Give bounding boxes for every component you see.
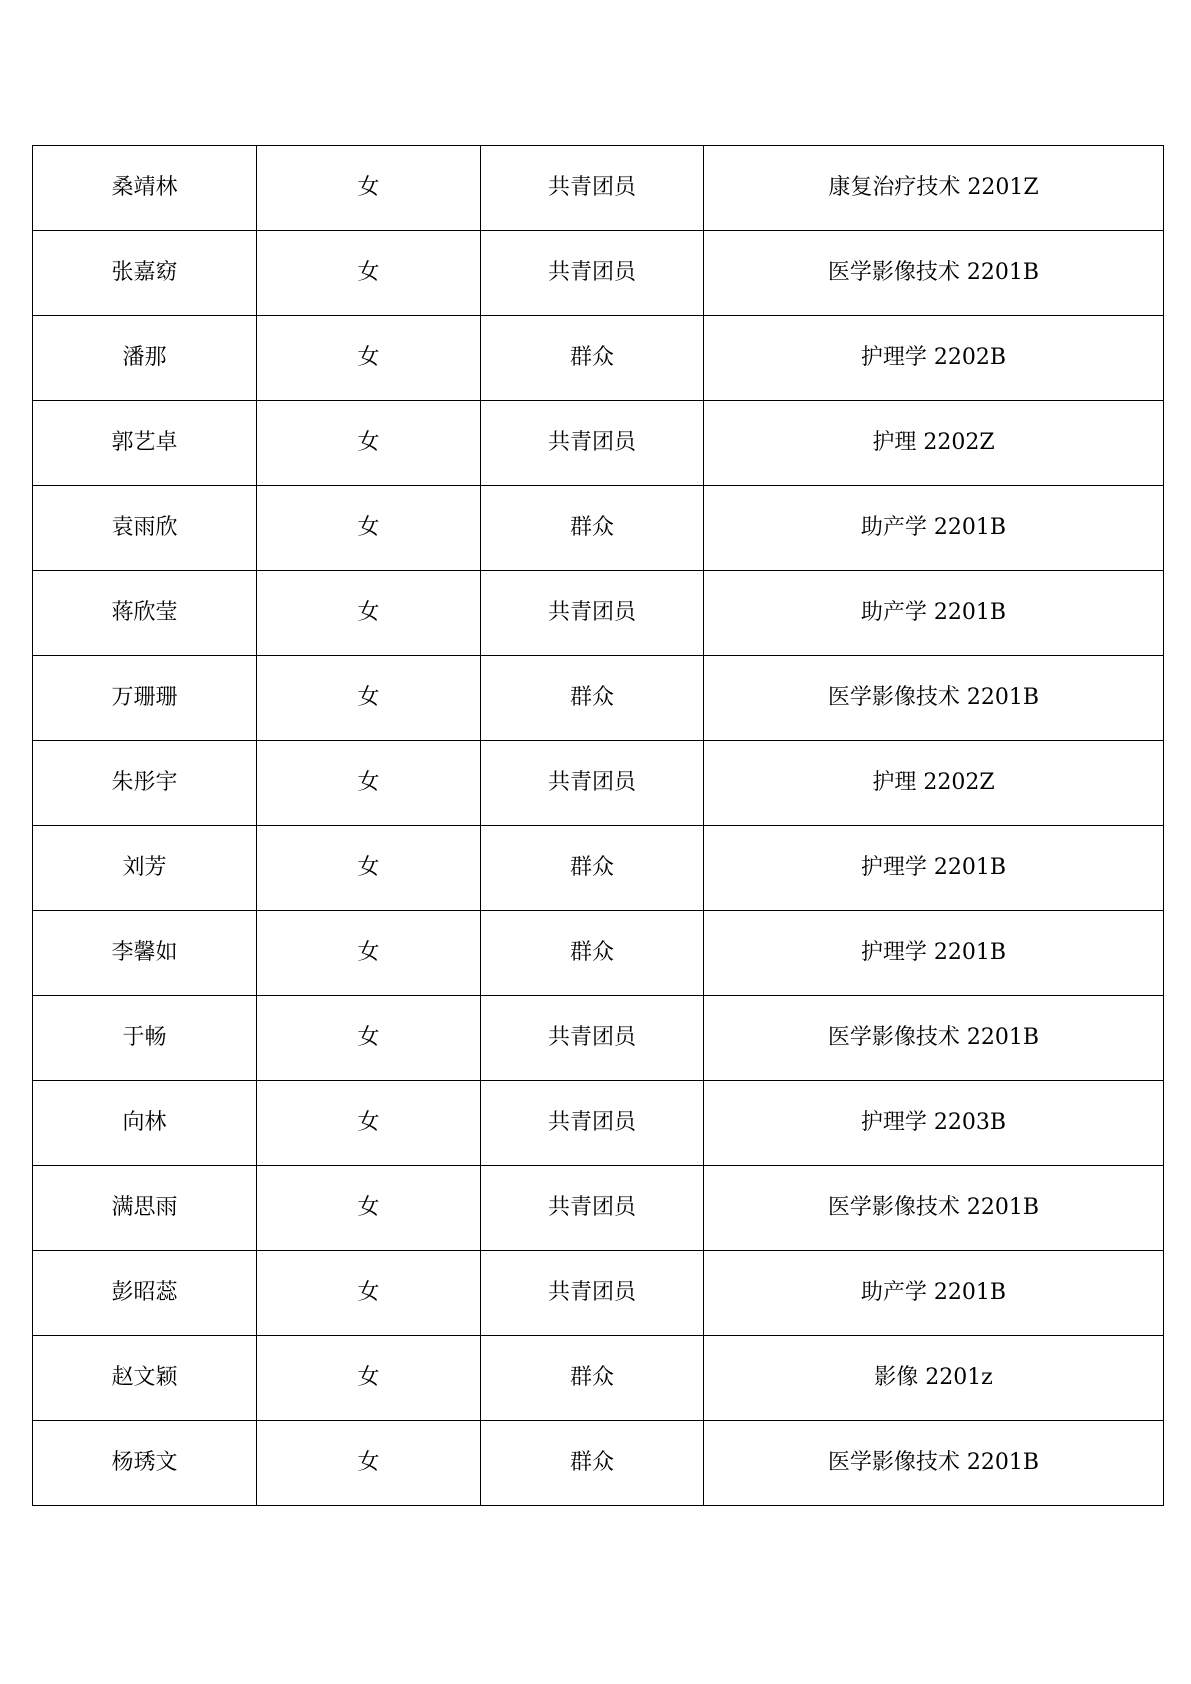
- table-row: [33, 231, 1164, 316]
- table-row: [33, 401, 1164, 486]
- class-cell: 助产学 2201B: [704, 1251, 1164, 1336]
- gender-cell: 女: [257, 571, 481, 656]
- student-name-cell: 张嘉窈: [33, 231, 257, 316]
- table-row: [33, 1081, 1164, 1166]
- student-name-cell: 潘那: [33, 316, 257, 401]
- student-name-cell: 满思雨: [33, 1166, 257, 1251]
- political-status-cell: 群众: [481, 316, 704, 401]
- class-cell: 护理学 2203B: [704, 1081, 1164, 1166]
- gender-cell: 女: [257, 316, 481, 401]
- table-row: [33, 1251, 1164, 1336]
- table-row: [33, 656, 1164, 741]
- student-name-cell: 郭艺卓: [33, 401, 257, 486]
- gender-cell: 女: [257, 401, 481, 486]
- gender-cell: 女: [257, 1166, 481, 1251]
- student-name-cell: 杨琇文: [33, 1421, 257, 1506]
- gender-cell: 女: [257, 996, 481, 1081]
- class-cell: 护理 2202Z: [704, 401, 1164, 486]
- student-name-cell: 桑靖林: [33, 146, 257, 231]
- table-row: [33, 146, 1164, 231]
- political-status-cell: 共青团员: [481, 146, 704, 231]
- student-name-cell: 刘芳: [33, 826, 257, 911]
- class-cell: 医学影像技术 2201B: [704, 656, 1164, 741]
- class-cell: 医学影像技术 2201B: [704, 1421, 1164, 1506]
- political-status-cell: 群众: [481, 911, 704, 996]
- class-cell: 医学影像技术 2201B: [704, 231, 1164, 316]
- class-cell: 护理学 2201B: [704, 911, 1164, 996]
- table-row: [33, 1421, 1164, 1506]
- table-row: [33, 826, 1164, 911]
- class-cell: 影像 2201z: [704, 1336, 1164, 1421]
- gender-cell: 女: [257, 486, 481, 571]
- student-roster-table: [32, 145, 1164, 1506]
- student-name-cell: 蒋欣莹: [33, 571, 257, 656]
- roster-table-body: [33, 146, 1164, 1506]
- table-row: [33, 741, 1164, 826]
- political-status-cell: 共青团员: [481, 741, 704, 826]
- gender-cell: 女: [257, 146, 481, 231]
- class-cell: 医学影像技术 2201B: [704, 1166, 1164, 1251]
- student-name-cell: 袁雨欣: [33, 486, 257, 571]
- table-row: [33, 1336, 1164, 1421]
- gender-cell: 女: [257, 656, 481, 741]
- student-name-cell: 于畅: [33, 996, 257, 1081]
- political-status-cell: 共青团员: [481, 1081, 704, 1166]
- political-status-cell: 共青团员: [481, 571, 704, 656]
- political-status-cell: 群众: [481, 826, 704, 911]
- gender-cell: 女: [257, 231, 481, 316]
- political-status-cell: 共青团员: [481, 1251, 704, 1336]
- political-status-cell: 群众: [481, 1336, 704, 1421]
- gender-cell: 女: [257, 1251, 481, 1336]
- table-row: [33, 911, 1164, 996]
- class-cell: 护理学 2202B: [704, 316, 1164, 401]
- class-cell: 助产学 2201B: [704, 486, 1164, 571]
- table-row: [33, 486, 1164, 571]
- political-status-cell: 共青团员: [481, 1166, 704, 1251]
- table-row: [33, 571, 1164, 656]
- class-cell: 护理学 2201B: [704, 826, 1164, 911]
- student-name-cell: 向林: [33, 1081, 257, 1166]
- gender-cell: 女: [257, 1336, 481, 1421]
- student-name-cell: 李馨如: [33, 911, 257, 996]
- political-status-cell: 群众: [481, 486, 704, 571]
- gender-cell: 女: [257, 741, 481, 826]
- student-name-cell: 朱彤宇: [33, 741, 257, 826]
- class-cell: 医学影像技术 2201B: [704, 996, 1164, 1081]
- class-cell: 护理 2202Z: [704, 741, 1164, 826]
- student-name-cell: 万珊珊: [33, 656, 257, 741]
- political-status-cell: 群众: [481, 656, 704, 741]
- political-status-cell: 共青团员: [481, 996, 704, 1081]
- political-status-cell: 群众: [481, 1421, 704, 1506]
- table-row: [33, 996, 1164, 1081]
- class-cell: 康复治疗技术 2201Z: [704, 146, 1164, 231]
- gender-cell: 女: [257, 911, 481, 996]
- student-name-cell: 彭昭蕊: [33, 1251, 257, 1336]
- political-status-cell: 共青团员: [481, 401, 704, 486]
- table-row: [33, 1166, 1164, 1251]
- political-status-cell: 共青团员: [481, 231, 704, 316]
- class-cell: 助产学 2201B: [704, 571, 1164, 656]
- student-name-cell: 赵文颖: [33, 1336, 257, 1421]
- table-row: [33, 316, 1164, 401]
- gender-cell: 女: [257, 1081, 481, 1166]
- gender-cell: 女: [257, 1421, 481, 1506]
- gender-cell: 女: [257, 826, 481, 911]
